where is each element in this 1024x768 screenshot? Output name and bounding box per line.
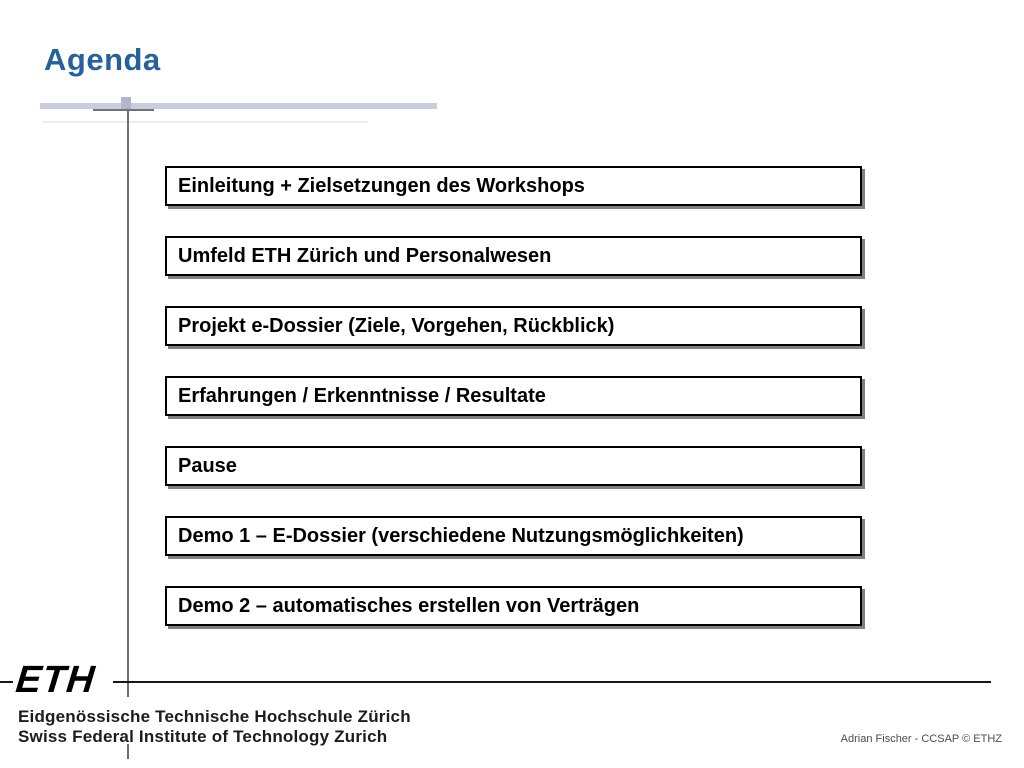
agenda-box <box>165 306 862 346</box>
agenda-box <box>165 236 862 276</box>
vertical-guide-line <box>127 110 129 697</box>
agenda-item-label: Projekt e-Dossier (Ziele, Vorgehen, Rückblick) <box>178 314 615 337</box>
credit-text: Adrian Fischer - CCSAP © ETHZ <box>840 733 1002 745</box>
agenda-box <box>165 376 862 416</box>
footer-institution-german: Eidgenössische Technische Hochschule Zürich <box>18 707 411 726</box>
footer-rule-left-dash <box>0 681 13 683</box>
footer-rule <box>113 681 991 683</box>
agenda-box <box>165 516 862 556</box>
agenda-box <box>165 586 862 626</box>
agenda-item-label: Demo 2 – automatisches erstellen von Verträgen <box>178 594 640 617</box>
agenda-item-label: Demo 1 – E-Dossier (verschiedene Nutzungsmöglichkeiten) <box>178 524 744 547</box>
agenda-item-label: Erfahrungen / Erkenntnisse / Resultate <box>178 384 546 407</box>
decor-underline <box>93 109 154 111</box>
decor-faint-line <box>42 121 368 123</box>
footer-institution-english: Swiss Federal Institute of Technology Zurich <box>18 727 388 746</box>
agenda-item-label: Umfeld ETH Zürich und Personalwesen <box>178 244 552 267</box>
agenda-item-label: Einleitung + Zielsetzungen des Workshops <box>178 174 585 197</box>
slide-title: Agenda <box>44 42 161 77</box>
eth-logo: ETH <box>13 659 98 701</box>
agenda-item-label: Pause <box>178 454 237 477</box>
agenda-box <box>165 446 862 486</box>
agenda-box <box>165 166 862 206</box>
